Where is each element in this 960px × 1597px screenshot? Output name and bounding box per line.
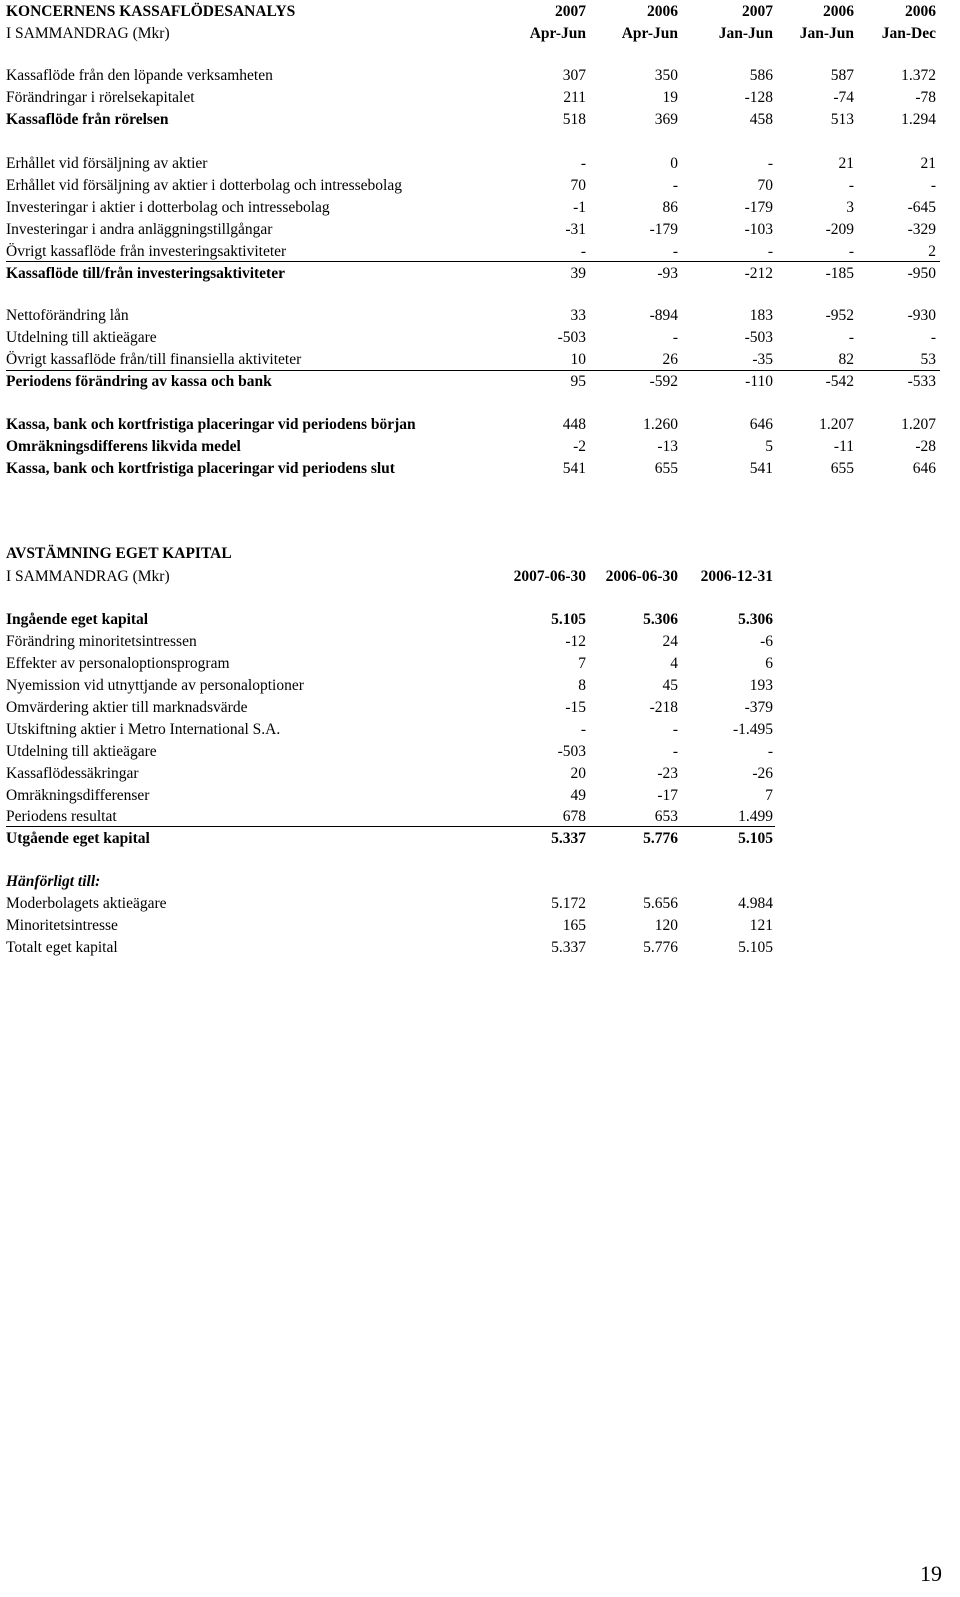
equity-row	[0, 697, 960, 719]
equity-cell: -15	[565, 699, 586, 716]
cashflow-cell: -503	[744, 329, 773, 346]
cashflow-cell: -894	[649, 307, 678, 324]
attribution-row	[0, 893, 960, 915]
cashflow-cell: 33	[570, 307, 586, 324]
cashflow-cell: -209	[825, 221, 854, 238]
column-year: 2007	[555, 3, 586, 20]
cashflow-cell: 21	[920, 155, 936, 172]
equity-cell: 5.776	[643, 830, 678, 847]
cashflow-cell: 3	[846, 199, 854, 216]
equity-row-label: Ingående eget kapital	[6, 611, 149, 628]
equity-cell: -26	[752, 765, 773, 782]
attribution-cell: 5.172	[551, 895, 586, 912]
cashflow-row-label: Kassa, bank och kortfristiga placeringar vid periodens slut	[6, 460, 395, 477]
equity-cell: 6	[765, 655, 773, 672]
cashflow-cell: -533	[907, 373, 936, 390]
cashflow-cell: -	[848, 177, 854, 194]
cashflow-cell: -74	[833, 89, 854, 106]
cashflow-row-label: Erhållet vid försäljning av aktier i dotterbolag och intressebolag	[6, 177, 402, 194]
equity-cell: -	[580, 721, 586, 738]
equity-row-label: Utskiftning aktier i Metro International S.A.	[6, 721, 281, 738]
cashflow-cell: 53	[920, 351, 936, 368]
cashflow-row-label: Övrigt kassaflöde från/till finansiella aktiviteter	[6, 351, 302, 368]
equity-cell: 5.105	[551, 611, 586, 628]
cashflow-row	[0, 175, 960, 197]
equity-row	[0, 719, 960, 741]
cashflow-cell: -110	[745, 373, 773, 390]
cashflow-row	[0, 263, 960, 285]
attribution-cell: 4.984	[738, 895, 773, 912]
cashflow-row-label: Periodens förändring av kassa och bank	[6, 373, 272, 390]
column-year: 2006	[905, 3, 936, 20]
equity-cell: -1.495	[732, 721, 773, 738]
equity-title-line1: AVSTÄMNING EGET KAPITAL	[6, 545, 232, 562]
equity-cell: 653	[654, 808, 678, 825]
equity-row-label: Utdelning till aktieägare	[6, 743, 157, 760]
cashflow-row-label: Förändringar i rörelsekapitalet	[6, 89, 195, 106]
equity-cell: 7	[578, 655, 586, 672]
equity-title-line2: I SAMMANDRAG (Mkr)	[6, 568, 170, 585]
attribution-cell: 5.337	[551, 939, 586, 956]
attribution-cell: 5.105	[738, 939, 773, 956]
equity-cell: -6	[760, 633, 773, 650]
attribution-row	[0, 937, 960, 959]
page-number: 19	[920, 1561, 942, 1586]
cashflow-cell: -	[672, 329, 678, 346]
cashflow-cell: 587	[830, 67, 854, 84]
cashflow-cell: -179	[649, 221, 678, 238]
cashflow-cell: 655	[654, 460, 678, 477]
cashflow-cell: -950	[907, 265, 936, 282]
equity-row-label: Periodens resultat	[6, 808, 117, 825]
cashflow-cell: 655	[830, 460, 854, 477]
equity-row-label: Effekter av personaloptionsprogram	[6, 655, 230, 672]
cashflow-cell: 19	[662, 89, 678, 106]
cashflow-cell: -13	[657, 438, 678, 455]
equity-cell: 4	[670, 655, 678, 672]
attribution-cell: 5.776	[643, 939, 678, 956]
cashflow-row	[0, 305, 960, 327]
cashflow-cell: 448	[562, 416, 586, 433]
cashflow-row	[0, 241, 960, 263]
cashflow-cell: 518	[562, 111, 586, 128]
equity-cell: 8	[578, 677, 586, 694]
cashflow-row	[0, 219, 960, 241]
cashflow-cell: 39	[570, 265, 586, 282]
attribution-cell: 120	[654, 917, 678, 934]
cashflow-cell: -329	[907, 221, 936, 238]
equity-row-label: Nyemission vid utnyttjande av personaloptioner	[6, 677, 304, 694]
equity-cell: 1.499	[738, 808, 773, 825]
cashflow-cell: -78	[915, 89, 936, 106]
cashflow-row	[0, 65, 960, 87]
cashflow-cell: 70	[757, 177, 773, 194]
cashflow-row	[0, 87, 960, 109]
equity-row-label: Förändring minoritetsintressen	[6, 633, 197, 650]
cashflow-cell: 86	[662, 199, 678, 216]
cashflow-cell: -11	[833, 438, 854, 455]
cashflow-cell: 646	[749, 416, 773, 433]
equity-cell: -503	[557, 743, 586, 760]
cashflow-row-label: Utdelning till aktieägare	[6, 329, 157, 346]
equity-row-label: Omräkningsdifferenser	[6, 787, 150, 804]
equity-row-label: Omvärdering aktier till marknadsvärde	[6, 699, 248, 716]
equity-row-label: Utgående eget kapital	[6, 830, 150, 847]
cashflow-cell: -	[767, 155, 773, 172]
cashflow-cell: 513	[830, 111, 854, 128]
attribution-row	[0, 915, 960, 937]
cashflow-cell: 1.294	[901, 111, 936, 128]
column-date: 2006-06-30	[605, 568, 678, 585]
column-year: 2006	[823, 3, 854, 20]
equity-cell: 24	[662, 633, 678, 650]
cashflow-row-label: Kassaflöde till/från investeringsaktiviteter	[6, 265, 285, 282]
column-date: 2006-12-31	[700, 568, 773, 585]
cashflow-cell: 350	[654, 67, 678, 84]
equity-cell: -	[767, 743, 773, 760]
equity-row	[0, 741, 960, 763]
subtotal-rule	[6, 261, 940, 262]
cashflow-cell: 541	[749, 460, 773, 477]
subtotal-rule	[6, 826, 775, 827]
cashflow-cell: 1.207	[819, 416, 854, 433]
equity-row	[0, 806, 960, 828]
column-period: Jan-Jun	[718, 25, 773, 42]
equity-cell: 20	[570, 765, 586, 782]
equity-cell: 45	[662, 677, 678, 694]
cashflow-cell: 1.207	[901, 416, 936, 433]
attribution-row-label: Minoritetsintresse	[6, 917, 118, 934]
cashflow-cell: -179	[744, 199, 773, 216]
cashflow-row-label: Omräkningsdifferens likvida medel	[6, 438, 241, 455]
attribution-row-label: Totalt eget kapital	[6, 939, 118, 956]
equity-row	[0, 631, 960, 653]
attribution-cell: 165	[562, 917, 586, 934]
cashflow-row-label: Kassa, bank och kortfristiga placeringar vid periodens början	[6, 416, 416, 433]
cashflow-cell: 5	[765, 438, 773, 455]
equity-row	[0, 828, 960, 850]
cashflow-cell: 458	[749, 111, 773, 128]
column-period: Jan-Jun	[799, 25, 854, 42]
column-year: 2007	[742, 3, 773, 20]
column-date: 2007-06-30	[513, 568, 586, 585]
equity-cell: -218	[649, 699, 678, 716]
cashflow-cell: -93	[657, 265, 678, 282]
cashflow-row	[0, 349, 960, 371]
cashflow-cell: -	[930, 177, 936, 194]
cashflow-cell: 211	[563, 89, 586, 106]
cashflow-cell: 369	[654, 111, 678, 128]
cashflow-cell: -31	[565, 221, 586, 238]
cashflow-cell: -	[580, 155, 586, 172]
cashflow-cell: -1	[573, 199, 586, 216]
cashflow-cell: -503	[557, 329, 586, 346]
cashflow-cell: 2	[928, 243, 936, 260]
cashflow-row-label: Övrigt kassaflöde från investeringsaktiviteter	[6, 243, 287, 260]
cashflow-cell: -	[767, 243, 773, 260]
cashflow-cell: -952	[825, 307, 854, 324]
equity-row	[0, 653, 960, 675]
equity-row	[0, 609, 960, 631]
cashflow-cell: 95	[570, 373, 586, 390]
cashflow-cell: -930	[907, 307, 936, 324]
cashflow-row-label: Investeringar i aktier i dotterbolag och intressebolag	[6, 199, 330, 216]
cashflow-row	[0, 436, 960, 458]
cashflow-cell: -	[672, 177, 678, 194]
cashflow-cell: -2	[573, 438, 586, 455]
cashflow-cell: -	[848, 329, 854, 346]
cashflow-cell: -28	[915, 438, 936, 455]
equity-cell: 5.105	[738, 830, 773, 847]
cashflow-row-label: Erhållet vid försäljning av aktier	[6, 155, 208, 172]
cashflow-cell: -	[580, 243, 586, 260]
column-year: 2006	[647, 3, 678, 20]
cashflow-row-label: Kassaflöde från rörelsen	[6, 111, 169, 128]
cashflow-cell: -212	[744, 265, 773, 282]
cashflow-cell: -	[848, 243, 854, 260]
cashflow-row	[0, 153, 960, 175]
cashflow-cell: 10	[570, 351, 586, 368]
equity-row	[0, 763, 960, 785]
column-period: Jan-Dec	[881, 25, 936, 42]
attribution-cell: 5.656	[643, 895, 678, 912]
cashflow-cell: -645	[907, 199, 936, 216]
column-period: Apr-Jun	[529, 25, 586, 42]
cashflow-cell: -	[930, 329, 936, 346]
cashflow-cell: -542	[825, 373, 854, 390]
equity-cell: -	[672, 743, 678, 760]
cashflow-row	[0, 109, 960, 131]
cashflow-cell: 1.260	[643, 416, 678, 433]
equity-cell: 5.337	[551, 830, 586, 847]
cashflow-cell: -	[672, 243, 678, 260]
cashflow-row-label: Nettoförändring lån	[6, 307, 129, 324]
cashflow-cell: 1.372	[901, 67, 936, 84]
attribution-row-label: Moderbolagets aktieägare	[6, 895, 167, 912]
equity-cell: -12	[565, 633, 586, 650]
subtotal-rule	[6, 370, 940, 371]
cashflow-row	[0, 458, 960, 480]
equity-cell: -23	[657, 765, 678, 782]
cashflow-row-label: Kassaflöde från den löpande verksamheten	[6, 67, 273, 84]
attribution-cell: 121	[749, 917, 773, 934]
cashflow-title-line2: I SAMMANDRAG (Mkr)	[6, 25, 170, 42]
cashflow-row	[0, 197, 960, 219]
cashflow-cell: -185	[825, 265, 854, 282]
equity-cell: 5.306	[738, 611, 773, 628]
column-period: Apr-Jun	[621, 25, 678, 42]
cashflow-cell: 307	[562, 67, 586, 84]
cashflow-cell: 586	[749, 67, 773, 84]
attrib-heading: Hänförligt till:	[6, 873, 101, 890]
cashflow-row	[0, 327, 960, 349]
equity-row-label: Kassaflödessäkringar	[6, 765, 139, 782]
cashflow-cell: 26	[662, 351, 678, 368]
cashflow-cell: -592	[649, 373, 678, 390]
cashflow-row	[0, 414, 960, 436]
equity-cell: -379	[744, 699, 773, 716]
cashflow-cell: 82	[838, 351, 854, 368]
cashflow-cell: 70	[570, 177, 586, 194]
equity-row	[0, 675, 960, 697]
cashflow-cell: 21	[838, 155, 854, 172]
cashflow-cell: 541	[562, 460, 586, 477]
cashflow-row	[0, 371, 960, 393]
cashflow-title-line1: KONCERNENS KASSAFLÖDESANALYS	[6, 3, 296, 20]
equity-row	[0, 785, 960, 807]
cashflow-cell: -103	[744, 221, 773, 238]
equity-cell: -17	[657, 787, 678, 804]
equity-cell: 193	[749, 677, 773, 694]
equity-cell: 7	[765, 787, 773, 804]
cashflow-cell: -35	[752, 351, 773, 368]
cashflow-row-label: Investeringar i andra anläggningstillgångar	[6, 221, 273, 238]
equity-cell: 5.306	[643, 611, 678, 628]
cashflow-cell: -128	[744, 89, 773, 106]
cashflow-cell: 646	[912, 460, 936, 477]
equity-cell: 678	[562, 808, 586, 825]
cashflow-cell: 0	[670, 155, 678, 172]
cashflow-cell: 183	[749, 307, 773, 324]
equity-cell: -	[672, 721, 678, 738]
equity-cell: 49	[570, 787, 586, 804]
